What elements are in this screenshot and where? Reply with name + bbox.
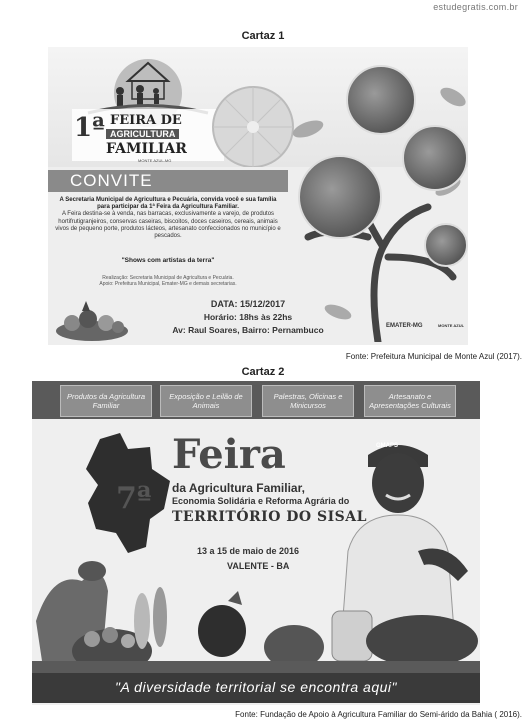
event-date: DATA: 15/12/2017 (210, 299, 286, 309)
poster2-subtitle3: TERRITÓRIO DO SISAL (172, 509, 367, 525)
watermark: estudegratis.com.br (433, 2, 518, 12)
poster1 (48, 47, 468, 345)
credits-line2: Apoio: Prefeitura Municipal, Emater-MG e demais secretarias. (99, 281, 237, 287)
logo-line3: FAMILIAR (106, 141, 187, 157)
tab-exposicao: Exposição e Leilão de Animais (160, 385, 252, 417)
poster1-caption: Cartaz 1 (241, 30, 285, 42)
poster2-title: Feira (172, 431, 286, 478)
event-address: Av: Raul Soares, Bairro: Pernambuco (172, 325, 324, 335)
edition-number: 7ª (116, 481, 152, 516)
tab-palestras: Palestras, Oficinas e Minicursos (262, 385, 354, 417)
fruit-basket-image (52, 299, 132, 343)
logo-line2: AGRICULTURA (106, 129, 179, 139)
produce-photo-2 (402, 125, 468, 191)
cap-logo-text: GMAPS (376, 443, 399, 449)
invitation-body: A Feira destina-se à venda, nas barracas, exclusivamente a varejo, de produtos hortifrutigranjeiros, conservas caseiras, biscoitos, doces caseiros, cereais, animais vivos de pequeno porte, produtos lácteos, artesanato confeccionados no município e pescados. (55, 211, 281, 240)
poster2-dates: 13 a 15 de maio de 2016 (197, 546, 300, 556)
credits-line1: Realização: Secretaria Municipal de Agricultura e Pecuária. (102, 275, 234, 281)
poster2-slogan: "A diversidade territorial se encontra aqui" (115, 679, 397, 695)
poster2-place: VALENTE - BA (227, 561, 290, 571)
tab-produtos: Produtos da Agricultura Familiar (60, 385, 152, 417)
poster2-subtitle1: da Agricultura Familiar, (172, 481, 305, 495)
logo-place: MONTE AZUL-MG (138, 158, 172, 163)
shows-text: "Shows com artistas da terra" (121, 257, 215, 264)
logo-number: 1ª (74, 113, 105, 143)
poster1-source: Fonte: Prefeitura Municipal de Monte Azul (2017). (345, 352, 522, 361)
poster2-subtitle2: Economia Solidária e Reforma Agrária do (172, 496, 350, 506)
credits (68, 275, 268, 287)
invitation-text (54, 197, 282, 240)
logo-line1: FEIRA DE (110, 113, 182, 128)
poster2 (32, 381, 480, 705)
sponsor-monte-azul-logo: MONTE AZUL (438, 323, 465, 328)
poster2-caption: Cartaz 2 (241, 366, 285, 378)
tab-artesanato: Artesanato e Apresentações Culturais (364, 385, 456, 417)
convite-label: CONVITE (70, 171, 153, 190)
farm-produce-image (32, 551, 480, 677)
invitation-intro: A Secretaria Municipal de Agricultura e Pecuária, convida você e sua família para participar da 1ª Feira da Agricultura Familiar. (59, 197, 277, 211)
produce-photo-3 (298, 155, 382, 239)
produce-photo-1 (346, 65, 416, 135)
sponsor-emater-logo: EMATER-MG (386, 323, 423, 329)
produce-photo-4 (424, 223, 468, 267)
poster2-source: Fonte: Fundação de Apoio à Agricultura Familiar do Semi-árido da Bahia ( 2016). (235, 710, 522, 719)
event-time: Horário: 18hs às 22hs (203, 312, 293, 322)
